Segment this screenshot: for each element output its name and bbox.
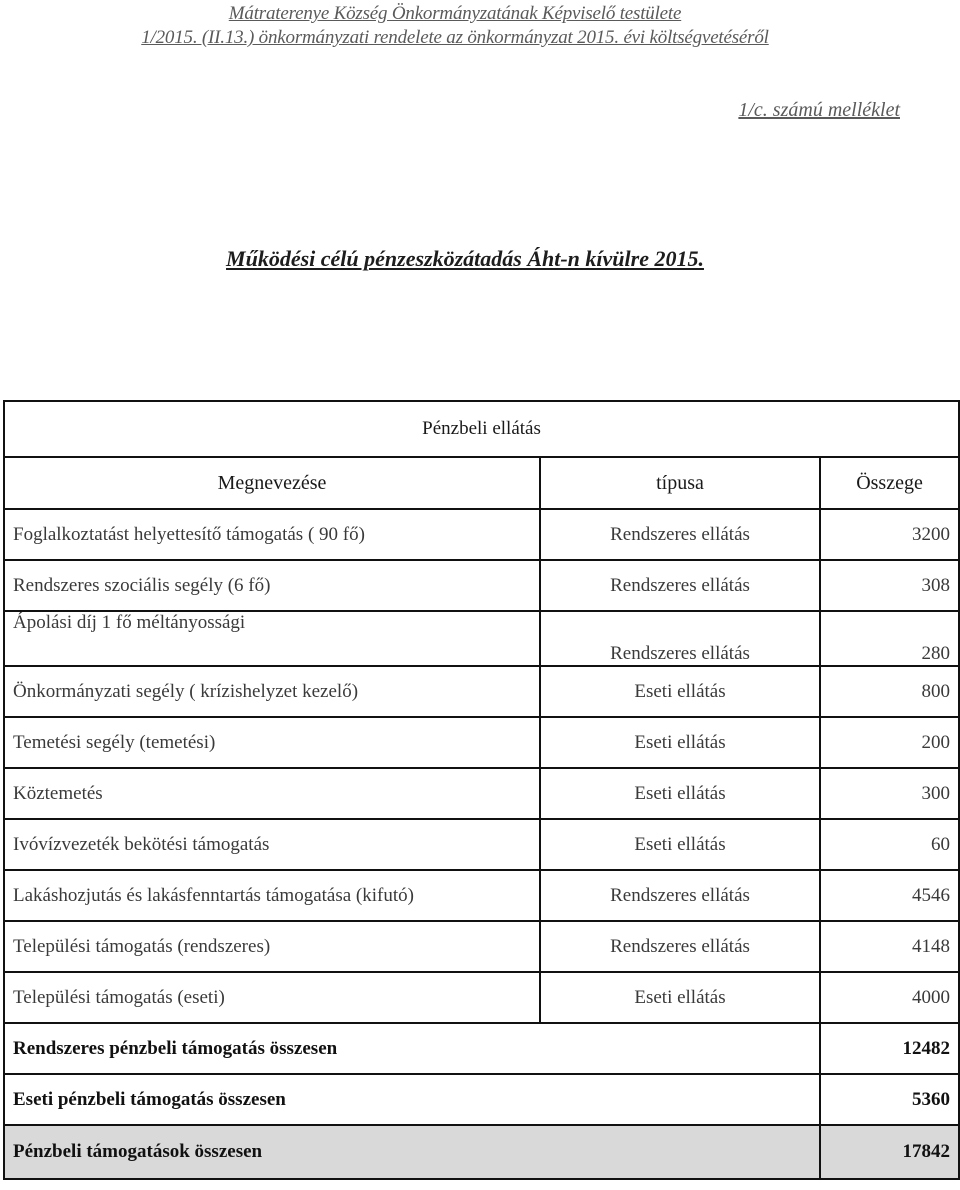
- table-row: [4, 717, 959, 768]
- row-type: Eseti ellátás: [540, 666, 820, 717]
- row-amount: 200: [820, 717, 959, 768]
- subtotal-label: Eseti pénzbeli támogatás összesen: [4, 1074, 820, 1125]
- row-name: Önkormányzati segély ( krízishelyzet kezelő): [4, 666, 540, 717]
- column-header-name: Megnevezése: [4, 457, 540, 509]
- subtotal-amount: 5360: [820, 1074, 959, 1125]
- row-type: Eseti ellátás: [540, 819, 820, 870]
- row-amount: 280: [820, 611, 959, 666]
- table-row: [4, 921, 959, 972]
- subtotal-row-occasional: [4, 1074, 959, 1125]
- row-amount: 4000: [820, 972, 959, 1023]
- row-name: Temetési segély (temetési): [4, 717, 540, 768]
- table-row: [4, 509, 959, 560]
- row-type: Eseti ellátás: [540, 972, 820, 1023]
- table-row: [4, 560, 959, 611]
- row-name: Rendszeres szociális segély (6 fő): [4, 560, 540, 611]
- row-type: Rendszeres ellátás: [540, 560, 820, 611]
- row-amount: 4148: [820, 921, 959, 972]
- header-decree-line: 1/2015. (II.13.) önkormányzati rendelete az önkormányzat 2015. évi költségvetéséről: [141, 27, 769, 48]
- row-type: Rendszeres ellátás: [540, 509, 820, 560]
- table-title-row: [4, 401, 959, 457]
- table-row: [4, 768, 959, 819]
- table-row: [4, 819, 959, 870]
- grand-total-row: [4, 1125, 959, 1179]
- row-name: Foglalkoztatást helyettesítő támogatás ( 90 fő): [4, 509, 540, 560]
- table-title: Pénzbeli ellátás: [4, 401, 959, 457]
- grand-total-amount: 17842: [820, 1125, 959, 1179]
- row-name: Ivóvízvezeték bekötési támogatás: [4, 819, 540, 870]
- row-name: Ápolási díj 1 fő méltányossági: [4, 611, 540, 666]
- row-name: Települési támogatás (eseti): [4, 972, 540, 1023]
- row-amount: 60: [820, 819, 959, 870]
- table-header-row: [4, 457, 959, 509]
- table-row: [4, 972, 959, 1023]
- row-name: Köztemetés: [4, 768, 540, 819]
- row-type: Rendszeres ellátás: [540, 870, 820, 921]
- subtotal-label: Rendszeres pénzbeli támogatás összesen: [4, 1023, 820, 1074]
- table-row: [4, 666, 959, 717]
- table-row: [4, 611, 959, 666]
- row-type: Eseti ellátás: [540, 717, 820, 768]
- table-row: [4, 870, 959, 921]
- row-type: Rendszeres ellátás: [540, 611, 820, 666]
- document-title: Működési célú pénzeszközátadás Áht-n kívülre 2015.: [226, 246, 704, 271]
- row-amount: 300: [820, 768, 959, 819]
- grand-total-label: Pénzbeli támogatások összesen: [4, 1125, 820, 1179]
- column-header-type: típusa: [540, 457, 820, 509]
- row-name: Települési támogatás (rendszeres): [4, 921, 540, 972]
- row-type: Eseti ellátás: [540, 768, 820, 819]
- row-amount: 3200: [820, 509, 959, 560]
- annex-label: 1/c. számú melléklet: [738, 99, 900, 121]
- row-name: Lakáshozjutás és lakásfenntartás támogatása (kifutó): [4, 870, 540, 921]
- subtotal-amount: 12482: [820, 1023, 959, 1074]
- row-amount: 308: [820, 560, 959, 611]
- column-header-amount: Összege: [820, 457, 959, 509]
- row-amount: 4546: [820, 870, 959, 921]
- row-type: Rendszeres ellátás: [540, 921, 820, 972]
- header-council-line: Mátraterenye Község Önkormányzatának Képviselő testülete: [228, 3, 682, 24]
- subtotal-row-regular: [4, 1023, 959, 1074]
- row-amount: 800: [820, 666, 959, 717]
- benefits-table: [3, 400, 960, 1180]
